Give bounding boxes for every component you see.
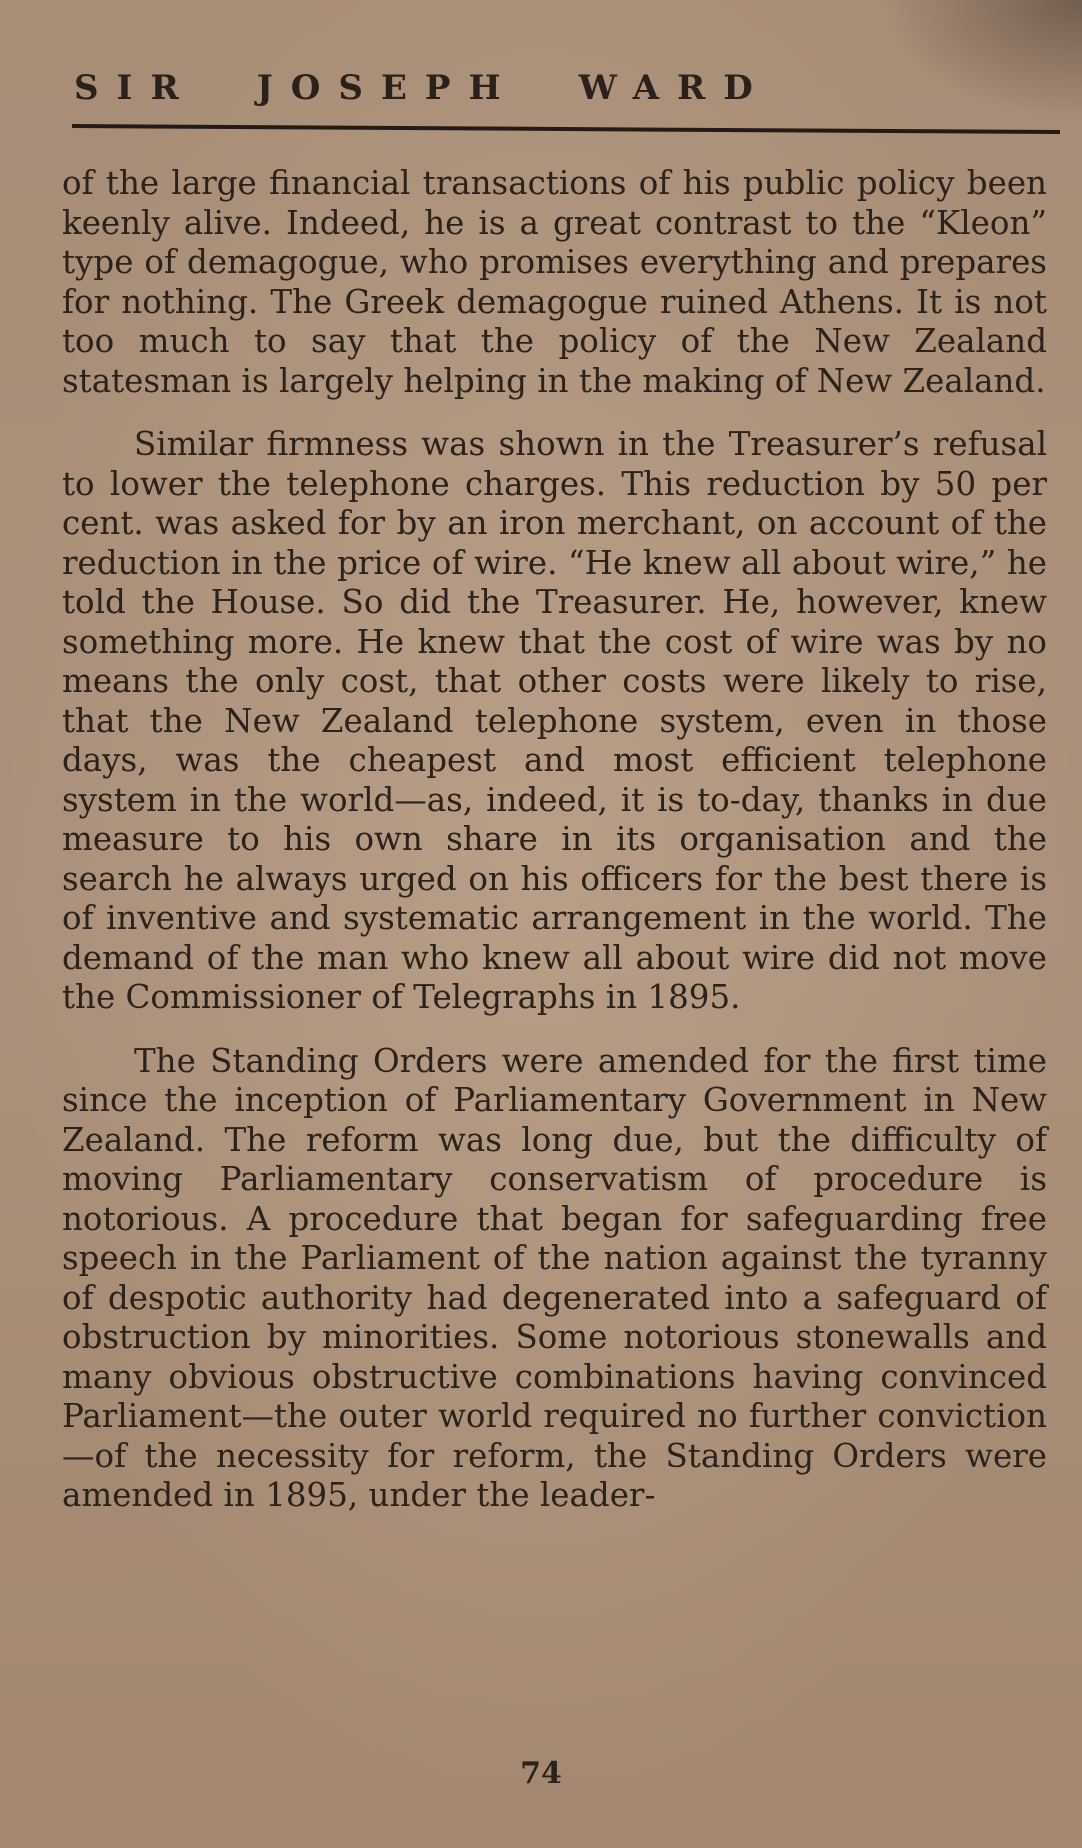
running-head [74, 68, 1062, 108]
page-number: 74 [520, 1756, 562, 1791]
header-rule [72, 124, 1060, 134]
paragraph: of the large financial transactions of his public policy been keenly alive. Indeed, he is a great contrast to the “Kleon” type of demagogue, who promises everything and prepares for nothing. The Greek demagogue ruined Athens. It is not too much to say that the policy of the New Zealand statesman is largely helping in the making of New Zealand. [62, 164, 1047, 400]
paragraph: The Standing Orders were amended for the first time since the inception of Parliamentary Government in New Zealand. The reform was long due, but the difficulty of moving Parliamentary conservatism of procedure is notorious. A procedure that began for safeguarding free speech in the Parliament of the nation against the tyranny of despotic authority had degenerated into a safeguard of obstruction by minorities. Some notorious stonewalls and many obvious obstructive combinations having convinced Parliament—the outer world required no further conviction—of the necessity for reform, the Standing Orders were amended in 1895, under the leader- [62, 1041, 1047, 1514]
running-head-word: WARD [578, 68, 771, 108]
running-head-word: JOSEPH [256, 68, 519, 108]
body-text [62, 164, 1047, 1516]
paragraph: Similar firmness was shown in the Treasurer’s refusal to lower the telephone charges. This reduction by 50 per cent. was asked for by an iron merchant, on account of the reduction in the price of wire. “He knew all about wire,” he told the House. So did the Treasurer. He, however, knew something more. He knew that the cost of wire was by no means the only cost, that other costs were likely to rise, that the New Zealand telephone system, even in those days, was the cheapest and most efficient telephone system in the world—as, indeed, it is to-day, thanks in due measure to his own share in its organisation and the search he always urged on his officers for the best there is of inventive and systematic arrangement in the world. The demand of the man who knew all about wire did not move the Commissioner of Telegraphs in 1895. [62, 425, 1047, 1016]
running-head-word: SIR [74, 68, 197, 108]
